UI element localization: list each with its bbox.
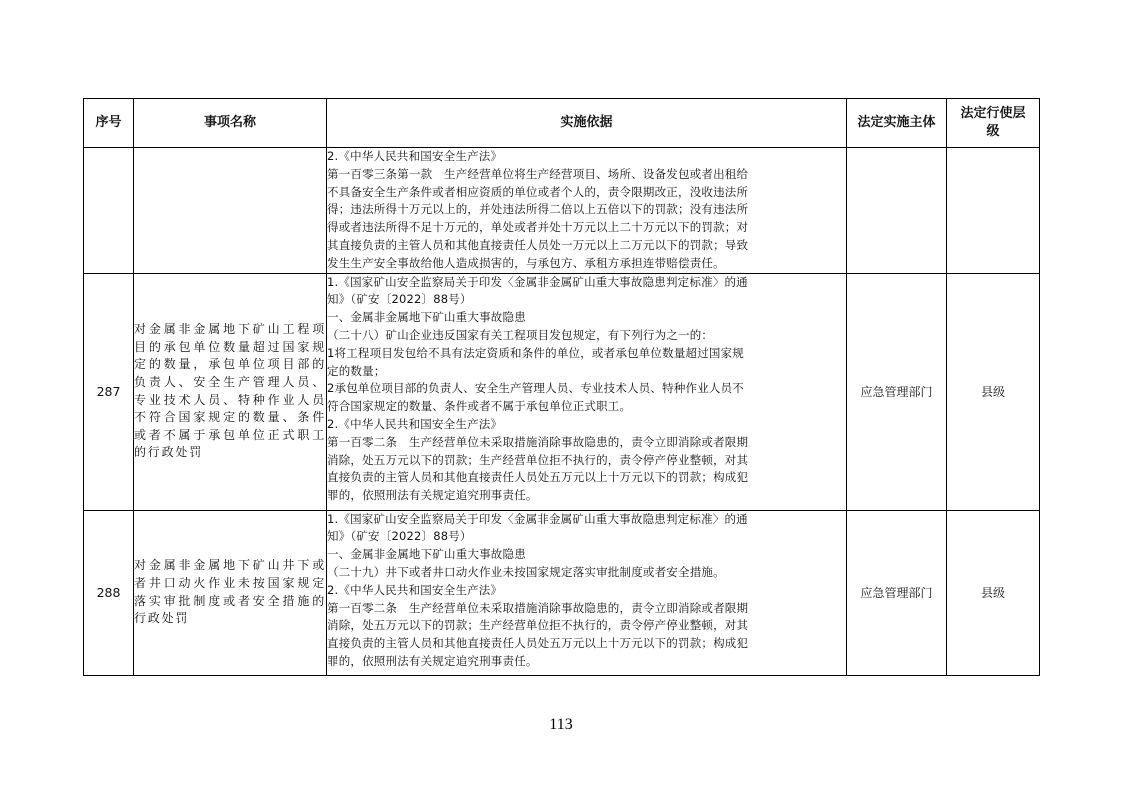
row-basis	[327, 148, 847, 274]
header-seq: 序号	[84, 99, 134, 148]
basis-line: 得或者违法所得不足十万元的，单处或者并处十万元以上二十万元以下的罚款；对	[327, 220, 749, 235]
regulation-table	[83, 98, 1040, 676]
basis-line: 发生生产安全事故给他人造成损害的，与承包方、承租方承担连带赔偿责任。	[327, 255, 725, 270]
basis-line: 2.《中华人民共和国安全生产法》	[327, 149, 503, 163]
row-item-name	[134, 148, 327, 274]
row-level: 县级	[947, 510, 1040, 675]
basis-line: （二十八）矿山企业违反国家有关工程项目发包规定，有下列行为之一的：	[327, 327, 714, 342]
basis-line: 罪的，依照刑法有关规定追究刑事责任。	[327, 653, 538, 668]
header-level-line2: 级	[986, 124, 1000, 139]
basis-line: 定的数量；	[327, 363, 386, 378]
basis-line: 1.《国家矿山安全监察局关于印发〈金属非金属矿山重大事故隐患判定标准〉的通	[327, 274, 748, 289]
basis-line: （二十九）井下或者井口动火作业未按国家规定落实审批制度或者安全措施。	[327, 564, 725, 579]
header-item-name: 事项名称	[134, 99, 327, 148]
basis-line: 得；违法所得十万元以上的，并处违法所得二倍以上五倍以下的罚款；没有违法所	[327, 202, 749, 217]
row-seq: 287	[84, 273, 134, 510]
row-item-name: 对金属非金属地下矿山井下或者井口动火作业未按国家规定落实审批制度或者安全措施的行政处罚	[134, 510, 327, 675]
header-subject: 法定实施主体	[847, 99, 947, 148]
basis-line: 知》（矿安〔2022〕88号）	[327, 292, 472, 307]
basis-line: 罪的，依照刑法有关规定追究刑事责任。	[327, 488, 538, 503]
basis-line: 消除，处五万元以下的罚款；生产经营单位拒不执行的，责令停产停业整顿，对其	[327, 618, 749, 633]
basis-line: 2.《中华人民共和国安全生产法》	[327, 582, 503, 597]
row-seq	[84, 148, 134, 274]
row-subject: 应急管理部门	[847, 273, 947, 510]
basis-line: 直接负责的主管人员和其他直接责任人员处五万元以上十万元以下的罚款；构成犯	[327, 470, 749, 485]
row-subject: 应急管理部门	[847, 510, 947, 675]
basis-line: 第一百零三条第一款 生产经营单位将生产经营项目、场所、设备发包或者出租给	[327, 166, 749, 181]
basis-line: 其直接负责的主管人员和其他直接责任人员处一万元以上二万元以下的罚款；导致	[327, 237, 749, 252]
table-row	[84, 510, 1040, 675]
basis-line: 2.《中华人民共和国安全生产法》	[327, 416, 503, 431]
basis-line: 1.《国家矿山安全监察局关于印发〈金属非金属矿山重大事故隐患判定标准〉的通	[327, 511, 748, 526]
row-subject	[847, 148, 947, 274]
row-seq: 288	[84, 510, 134, 675]
basis-line: 第一百零二条 生产经营单位未采取措施消除事故隐患的，责令立即消除或者限期	[327, 600, 749, 615]
basis-line: 知》（矿安〔2022〕88号）	[327, 529, 472, 544]
header-level-line1: 法定行使层	[960, 106, 1026, 121]
row-item-name: 对金属非金属地下矿山工程项目的承包单位数量超过国家规定的数量，承包单位项目部的负责人、安全生产管理人员、专业技术人员、特种作业人员不符合国家规定的数量、条件或者不属于承包单位正式职工的行政处罚	[134, 273, 327, 510]
table-row	[84, 148, 1040, 274]
basis-line: 1将工程项目发包给不具有法定资质和条件的单位，或者承包单位数量超过国家规	[327, 345, 745, 360]
basis-line: 不具备安全生产条件或者相应资质的单位或者个人的，责令限期改正，没收违法所	[327, 184, 749, 199]
basis-line: 消除，处五万元以下的罚款；生产经营单位拒不执行的，责令停产停业整顿，对其	[327, 452, 749, 467]
basis-line: 直接负责的主管人员和其他直接责任人员处五万元以上十万元以下的罚款；构成犯	[327, 636, 749, 651]
table-row	[84, 273, 1040, 510]
basis-line: 符合国家规定的数量、条件或者不属于承包单位正式职工。	[327, 399, 632, 414]
header-level	[947, 99, 1040, 148]
table-header-row	[84, 99, 1040, 148]
basis-line: 2承包单位项目部的负责人、安全生产管理人员、专业技术人员、特种作业人员不	[327, 381, 745, 396]
basis-line: 第一百零二条 生产经营单位未采取措施消除事故隐患的，责令立即消除或者限期	[327, 434, 749, 449]
page-number: 113	[549, 716, 573, 733]
row-basis	[327, 273, 847, 510]
row-level	[947, 148, 1040, 274]
basis-line: 一、金属非金属地下矿山重大事故隐患	[327, 547, 526, 562]
header-basis: 实施依据	[327, 99, 847, 148]
row-level: 县级	[947, 273, 1040, 510]
basis-line: 一、金属非金属地下矿山重大事故隐患	[327, 310, 526, 325]
row-basis	[327, 510, 847, 675]
